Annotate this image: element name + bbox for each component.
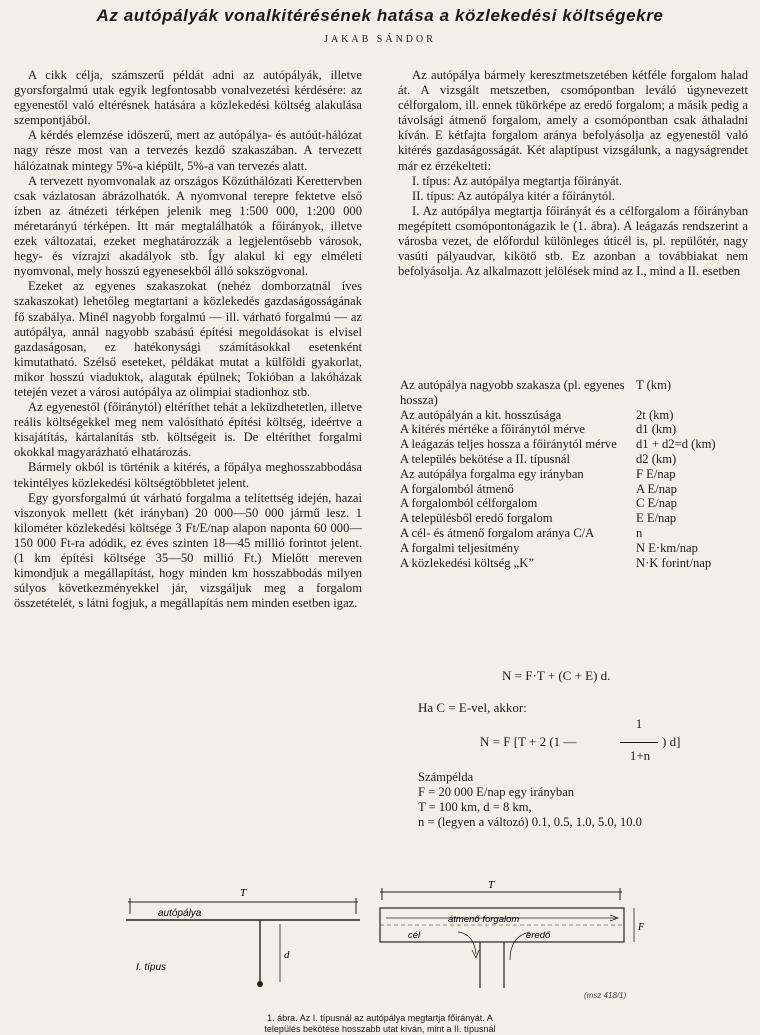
paragraph: Az autópálya bármely keresztmetszetében kétféle forgalom halad át. A vizsgált metszetben, csomópontban leváló úgynevezett célforgalom, ill. ennek tükörképe az eredő forgalom; a másik pedig a távolsági átmenő forgalom, amely a csomópontban csak áthaladni kíván. E kétfajta forgalom aránya befolyásolja az egyenestől való kitérés gazdaságosságát. Két alaptípust vizsgálunk, a nagyságrendet már ez érzékelteti: [398, 68, 748, 173]
symbol-value: d1 + d2=d (km) [636, 437, 716, 452]
symbol-value: N E·km/nap [636, 540, 698, 555]
symbol-desc: A leágazás teljes hossza a főiránytól mérve [400, 437, 617, 452]
example-line: T = 100 km, d = 8 km, [418, 800, 532, 814]
symbol-row [400, 496, 750, 511]
symbol-desc: A forgalomból célforgalom [400, 496, 538, 511]
symbol-row [400, 511, 750, 526]
symbol-desc: A közlekedési költség „K” [400, 555, 534, 570]
symbol-row [400, 467, 750, 482]
settlement-dot [257, 981, 263, 987]
branch-road [480, 942, 504, 988]
label-F: F [638, 922, 645, 933]
symbol-desc: Az autópályán a kit. hosszúsága [400, 407, 562, 422]
right-column [398, 68, 748, 279]
paragraph: A kérdés elemzése időszerű, mert az autópálya- és autóút-hálózat nagy része most van a tervezés kezdő szakaszában. A tervezett hálózatnak mintegy 5%-a kiépült, 5%-a van tervezés alatt. [14, 128, 362, 173]
symbol-row [400, 526, 750, 541]
motorway-label: autópálya [158, 908, 202, 919]
figure-caption [0, 1013, 760, 1035]
label-d: d [284, 949, 290, 961]
formula-one: N = F·T + (C + E) d. [502, 668, 611, 683]
symbol-value: d1 (km) [636, 422, 677, 437]
article-title: Az autópályák vonalkitérésének hatása a közlekedési költségekre [96, 6, 664, 25]
formula-intro: Ha C = E-vel, akkor: [418, 700, 527, 715]
through-traffic-label: átmenő forgalom [448, 914, 520, 925]
paragraph: A tervezett nyomvonalak az országos Közúthálózati Kerettervben csak vázlatosan ábrázolhatók. A nyomvonal terepre fektetve első ízben az átnézeti térképen jelenik meg 1:500 000, 1:200 000 méretarányú térképen. Itt már megtalálhatók a főirányok, illetve ezek változatai, ezeket meghatározzák a legjelentősebb városok, hegy- és vízrajzi akadályok stb. Így alakul ki egy elméleti nyomvonal, mely hosszú egyenesekből álló sokszögvonal. [14, 173, 362, 279]
type-one-line: I. típus: Az autópálya megtartja főirányát. [412, 173, 623, 188]
paragraph: Ezeket az egyenes szakaszokat (nehéz domborzatnál íves szakaszokat) lehetőleg megtartani a közlekedés gazdaságosságának fő szabálya. Minél nagyobb forgalmú — ill. várható forgalmú — az autópálya, annál nagyobb szabású építési megoldásokat is elvisel gazdaságosan, ez hatékonysági számításokkal esetenként kimutatható. Szélső eseteket, példákat mutat a külföldi gyakorlat, mikor hosszú viaduktok, alagutak épülnek; Tokióban a lakóházak tetején vezet a városi autópálya az olimpiai stadionhoz stb. [14, 279, 362, 399]
type-two-line: II. típus: Az autópálya kitér a főiránytól. [412, 188, 615, 203]
symbol-row [400, 408, 750, 423]
symbol-value: E E/nap [636, 511, 677, 526]
example-line: F = 20 000 E/nap egy irányban [418, 785, 575, 799]
symbol-value: C E/nap [636, 496, 677, 511]
fraction-bar [620, 742, 658, 743]
left-column [14, 68, 362, 611]
symbol-desc: Az autópálya nagyobb szakasza (pl. egyenes hossza) [400, 378, 625, 407]
caption-line: település bekötése hosszabb utat kíván, mint a II. típusnál [264, 1024, 496, 1034]
symbol-row [400, 437, 750, 452]
formula-two-numerator: 1 [635, 716, 643, 731]
paragraph: Egy gyorsforgalmú út várható forgalma a telítettség idején, hazai viszonyok mellett (két irányban) 20 000—50 000 jármű lesz. 1 kilométer közlekedési költsége 3 Ft/E/nap alapon naponta 60 000—150 000 Ft-ra adódik, ez éves szinten 18—45 millió forintot jelent. (1 km építési költsége 35—50 millió Ft.) Mielőtt mereven kimondjuk a megállapítást, hogy minden km hosszabbodás milyen súlyos következményekkel jár, vizsgáljuk meg a forgalom összetételét, s látni fogjuk, a megállapítás nem minden esetben igaz. [14, 490, 362, 611]
symbol-row [400, 541, 750, 556]
paragraph: Bármely okból is történik a kitérés, a főpálya meghosszabbodása tekintélyes közlekedési költségtöbbletet jelent. [14, 460, 362, 490]
label-T-2: T [488, 879, 495, 891]
symbol-row [400, 378, 750, 408]
formula-two-denominator: 1+n [629, 748, 651, 763]
symbol-list [400, 378, 750, 570]
paragraph: I. Az autópálya megtartja főirányát és a célforgalom a főirányban megépített csomópontonágazik le (1. ábra). A leágazás rendszerint a városba vezet, de előfordul különleges úticél is, pl. repülőtér, nagy vasúti pályaudvar, kikötő stb. Ez azonban a továbbiakat nem befolyásolja. Az alkalmazott jelölések mind az I., mind a II. esetben [398, 203, 748, 279]
figure-stamp: (msz 418/1) [584, 991, 627, 1000]
paragraph: A cikk célja, számszerű példát adni az autópályák, illetve gyorsforgalmú utak egyik legfontosabb vonalvezetési kérdésére: az egyenestől való eltérésnek hatására a közlekedési költség alakulása szempontjából. [14, 68, 362, 128]
symbol-value: d2 (km) [636, 451, 677, 466]
formula-two-right: ) d] [662, 734, 681, 749]
type-label: I. típus [136, 962, 167, 973]
symbol-row [400, 556, 750, 571]
example-line: n = (legyen a változó) 0.1, 0.5, 1.0, 5.0, 10.0 [418, 815, 642, 829]
formula-two-left: N = F [T + 2 (1 — [480, 734, 577, 749]
origin-label: eredő [526, 930, 551, 941]
symbol-value: 2t (km) [636, 407, 674, 422]
symbol-desc: A forgalmi teljesítmény [400, 540, 520, 555]
symbol-value: T (km) [636, 378, 672, 392]
numeric-example [418, 770, 642, 830]
author: JAKAB SÁNDOR [324, 34, 436, 45]
symbol-desc: A cél- és átmenő forgalom aránya C/A [400, 525, 595, 540]
symbol-value: A E/nap [636, 481, 677, 496]
symbol-row [400, 482, 750, 497]
symbol-desc: A település bekötése a II. típusnál [400, 451, 570, 466]
example-heading: Számpélda [418, 770, 474, 784]
symbol-desc: Az autópálya forgalma egy irányban [400, 466, 584, 481]
symbol-value: n [636, 525, 643, 540]
paragraph: Az egyenestől (főiránytól) eltéríthet tehát a leküzdhetetlen, illetve reális költségekkel meg nem valósítható építési költség, ideértve a kisajátítás, kártalanítás stb. költségeit is. De eltéríthet forgalmi okokkal magyarázható elhatározás. [14, 400, 362, 460]
symbol-desc: A kitérés mértéke a főiránytól mérve [400, 422, 585, 437]
symbol-value: F E/nap [636, 466, 676, 481]
symbol-row [400, 452, 750, 467]
symbol-value: N·K forint/nap [636, 555, 712, 570]
destination-label: cél [408, 930, 421, 941]
figure-one [118, 870, 658, 1010]
label-T: T [240, 887, 247, 899]
symbol-desc: A településből eredő forgalom [400, 511, 553, 526]
caption-line: 1. ábra. Az I. típusnál az autópálya megtartja főirányát. A [267, 1013, 493, 1023]
symbol-row [400, 422, 750, 437]
symbol-desc: A forgalomból átmenő [400, 481, 514, 496]
